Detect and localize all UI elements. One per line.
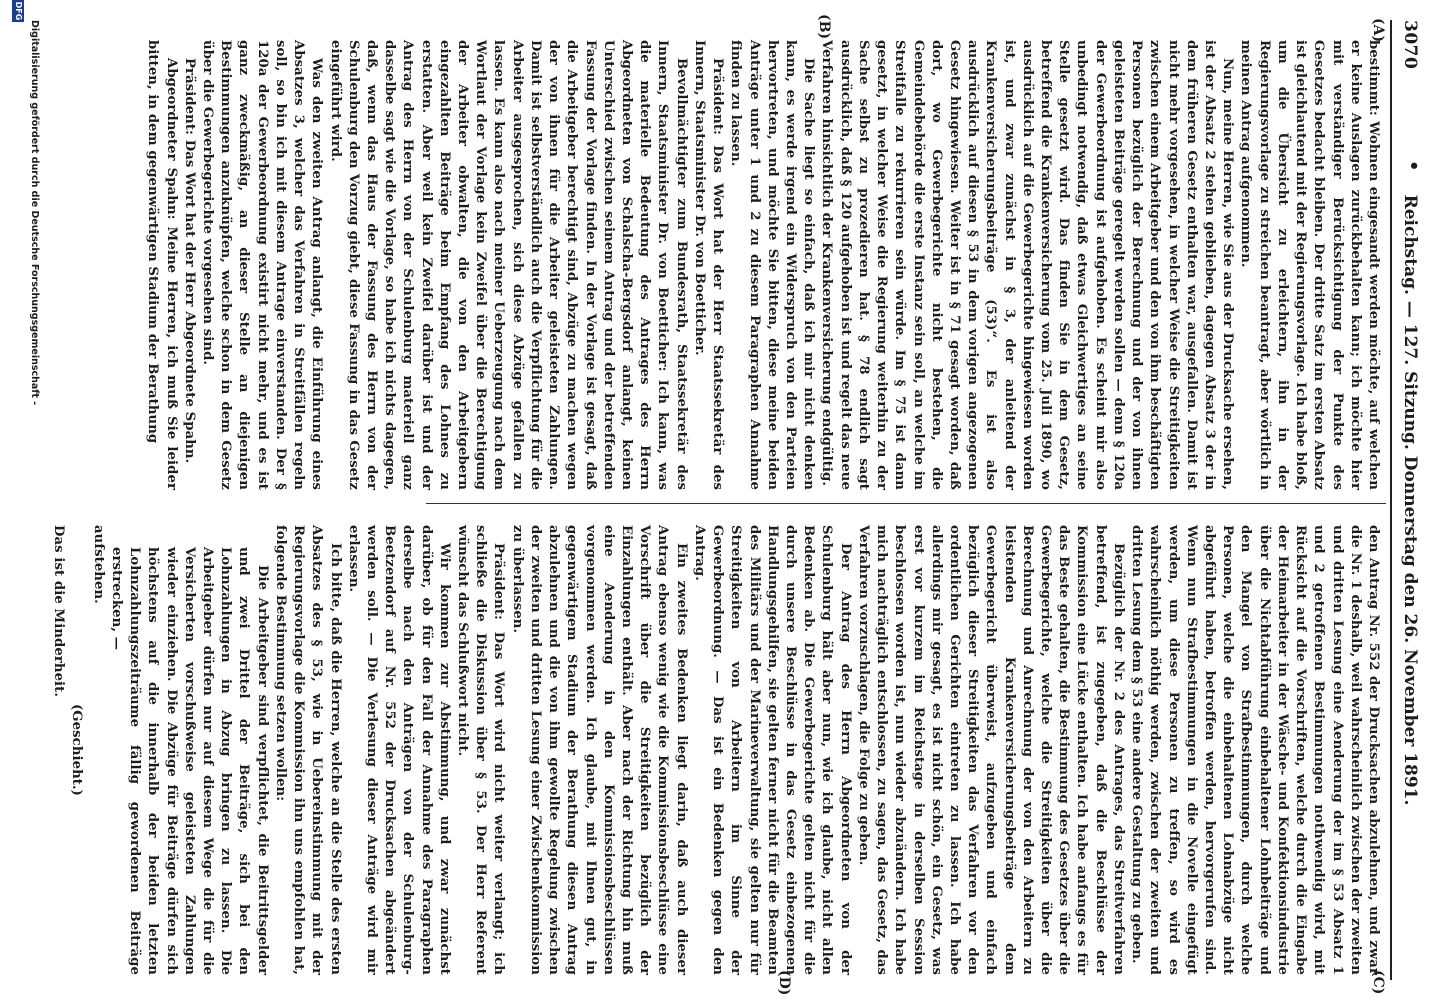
margin-marker-c: (C) [1370,970,1386,995]
paragraph: Ich bitte, daß die Herren, welche an die Stelle des ersten Absatzes des § 53, wie in Uebereinstimmung mit der Regierungsvorlage die Kommission ihn uns empfohlen hat, folgende Bestimmung setzen wollen: [272,525,343,975]
paragraph: (Geschieht.) [69,703,85,797]
paragraph: Die Arbeitgeber sind verpflichtet, die Beitrittsgelder und zwei Drittel der Beiträge, sich bei den Lohnzahlungen in Abzug bringen zu lassen. Die Arbeitgeber dürfen nur auf diesem Wege die für die Versicherten vorschußweise geleisteten Zahlungen wieder einziehen. Die Abzüge für Beiträge dürfen sich höchstens auf die innerhalb der beiden letzten Lohnzahlungszeiträume fällig gewordenen Beiträge erstrecken, — [108,547,270,975]
page-number: 3070 [1400,20,1420,70]
page-header [1394,20,1424,980]
speaker-paragraph: Präsident: Das Wort wird nicht weiter verlangt; ich schließe die Diskussion über § 53. Der Herr Referent wünscht das Schlußwort nicht. [455,525,507,975]
paragraph: Bezüglich der Nr. 2 des Antrages, das Streitverfahren betreffend, ist zugegeben, daß die Beschlüsse der Kommission eine Lücke enthalten. Ich habe anfangs es für das Beste gehalten, die Bestimmung des Gesetzes über die Gewerbegerichte, welche die Streitigkeiten über die Berechnung und Anrechnung der von den Arbeitern zu leistenden Krankenversicherungsbeiträge dem Gewerbegericht überweist, aufzugeben und einfach bezüglich dieser Streitigkeiten das Verfahren vor den ordentlichen Gerichten eintreten zu lassen. Ich habe allerdings mir gesagt, es ist nicht schön, ein Gesetz, was erst vor kurzem im Reichstage in derselben Session beschlossen worden ist, nun wieder abzuändern. Ich habe mich nachträglich entschlossen, zu sagen, das Gesetz, das Verfahren vorzuschlagen, die Folge zu geben. [855,525,1126,975]
paragraph: bestimmt: Wohnen eingesandt werden möchte, auf welchen er keine Auslagen zurückbehalten kann; ich möchte hier mit verständiger Berücksichtigung der Punkte des Gesetzes bedacht bleiben. Der dritte Satz im ersten Absatz ist gleichlautend mit der Regierungsvorlage. Ich habe bloß, um die Übersicht zu erleichtern, ihn in der Regierungsvorlage zu streichen beantragt, aber wörtlich in meinen Antrag aufgenommen. [1238,40,1381,490]
left-column [145,40,1382,490]
speaker-paragraph: Abgeordneter Spahn: Meine Herren, ich muß Sie leider bitten, in dem gegenwärtigen Stadium der Berathung [145,40,179,490]
footer-note: Digitalisierung gefördert durch die Deutsche Forschungsgemeinschaft - [29,20,40,406]
dfg-logo: DFG [14,1,23,21]
speaker-paragraph: Präsident: Das Wort hat der Herr Staatssekretär des Innern, Staatsminister Dr. von Boetticher. [691,40,726,490]
header-rule [1390,20,1392,980]
paragraph: Was den zweiten Antrag anlangt, die Einführung eines Absatzes 3, welcher das Verfahren in Streitfällen regeln soll, so bin ich mit diesem Antrage einverstanden. Der § 120a der Gewerbeordnung existirt nicht mehr, und es ist ganz zweckmäßig, an dieser Stelle an diejenigen Bestimmungen anzuknüpfen, welche schon in dem Gesetz über die Gewerbegerichte vorgesehen sind. [200,40,325,490]
paragraph: Der Antrag des Herrn Abgeordneten von der Schulenburg hält aber nun, wie ich glaube, nicht allen Bedenken ab. Die Gewerbegerichte gelten nicht für die durch unsere Beschlüsse in das Gesetz einbezogenen Handlungsgehilfen, sie gelten ferner nicht für die Beamten des Militärs und der Marineverwaltung, sie gelten nur für Streitigkeiten von Arbeitern im Sinne der Gewerbeordnung. — Das ist ein Bedenken gegen den Antrag. [691,525,853,975]
paragraph: Die Sache liegt so einfach, daß ich mir nicht denken kann, es werde irgend ein Widerspruch von den Parteien hervortreten, und möchte Sie bitten, diese meine beiden Anträge unter 1 und 2 zu diesem Paragraphen Annahme finden zu lassen. [728,40,817,490]
right-column [51,525,1382,975]
margin-marker-d: (D) [776,970,792,996]
paragraph: Das ist die Minderheit. [51,525,67,698]
paragraph: Bevollmächtigter zum Bundesrath, Staatssekretär des Innern, Staatsminister Dr. von Boetticher: Ich kann, was die materielle Bedeutung des Antrages des Herrn Abgeordneten von Schalscha-Bergsdorf anlangt, keinen Unterschied zwischen seinem Antrag und der betreffenden Fassung der Vorlage finden. In der Vorlage ist gesagt, daß die Arbeitgeber berechtigt sind, Abzüge zu machen wegen der von ihnen für die Arbeiter geleisteten Zahlungen. Damit ist selbstverständlich auch die Verpflichtung für die Arbeiter ausgesprochen, sich diese Abzüge gefallen zu lassen. Es kann also nach meiner Ueberzeugung nach dem Wortlaut der Vorlage kein Zweifel über die Berechtigung der Arbeiter obwalten, die von den Arbeitgebern eingezahlten Beiträge beim Empfang des Lohnes zu erstatten. Aber weil kein Zweifel darüber ist und der Antrag des Herrn von der Schulenburg materiell ganz dasselbe sagt wie die Vorlage, so habe ich nichts dagegen, daß, wenn das Haus der Fassung des Herrn von der Schulenburg den Vorzug giebt, diese Fassung in das Gesetz eingeführt wird. [327,40,689,490]
speaker-paragraph: Präsident: Das Wort hat der Herr Abgeordnete Spahn. [181,58,197,464]
margin-marker-a: (A) [1370,18,1386,43]
page-title: Reichstag. — 127. Sitzung. Donnerstag den 26. November 1891. [1400,194,1420,806]
column-divider [426,503,1386,504]
margin-marker-b: (B) [816,14,832,40]
paragraph: den Antrag Nr. 552 der Drucksachen abzulehnen, und zwar die Nr. 1 deshalb, weil wahrscheinlich zwischen der zweiten und dritten Lesung eine Aenderung der im § 53 Absatz 1 und 2 getroffenen Bestimmungen nothwendig wird, mit Rücksicht auf die Vorschriften, welche durch die Eingabe der Heimarbeiter in der Wäsche- und Konfektionsindustrie über die Nichtabführung einbehaltener Lohnbeiträge und den Mangel von Strafbestimmungen, durch welche Personen, welche die einbehaltenen Lohnabzüge nicht abgeführt haben, betroffen werden, hervorgerufen sind. Wenn nun Strafbestimmungen in die Novelle eingefügt werden, um diese Personen zu treffen, so wird es wahrscheinlich nöthig werden, zwischen der zweiten und dritten Lesung dem § 53 eine andere Gestaltung zu geben. [1129,525,1381,975]
paragraph: Ein zweites Bedenken liegt darin, daß auch dieser Antrag ebenso wenig wie die Kommissionsbeschlüsse eine Vorschrift über die Streitigkeiten bezüglich der Einzahlungen enthält. Aber nach der Richtung hin muß eine Aenderung in den Kommissionsbeschlüssen vorgenommen werden. Ich glaube, mit Ihnen gut, in gegenwärtigem Stadium der Berathung diesen Antrag abzulehnen und die von ihm gewollte Regelung zwischen der zweiten und dritten Lesung einer Zwischenkommission zu überlassen. [509,525,689,975]
header-dot: • [1403,160,1424,172]
paragraph: Wir kommen zur Abstimmung, und zwar zunächst darüber, ob für den Fall der Annahme des Paragraphen derselbe nach den Anträgen von der Schulenburg-Beetzendorf auf Nr. 552 der Drucksachen abgeändert werden soll. — Die Verlesung dieser Anträge wird mir erlassen. [345,525,452,975]
paragraph: aufstehen. [90,525,106,604]
paragraph: Nun, meine Herren, wie Sie aus der Drucksache ersehen, ist der Absatz 2 stehen geblieben, dagegen Absatz 3 der in dem früheren Gesetz enthalten war, ausgefallen. Damit ist nicht mehr vorgesehen, in welcher Weise die Streitigkeiten zwischen einem Arbeitgeber und den von ihm beschäftigten Personen bezüglich der Berechnung und der von ihnen geleisteten Beiträge geregelt werden sollen — denn § 120a der Gewerbeordnung ist aufgehoben. Es scheint mir also unbedingt notwendig, daß etwas Gleichwertiges an seine Stelle gesetzt wird. Das finden Sie in dem Gesetz, betreffend die Krankenversicherung vom 25. Juli 1890, wo ausdrücklich auf die Gewerbegerichte hingewiesen worden ist, und zwar zunächst in § 3, der anleitend der Krankenversicherungsbeiträge (53)“. Es ist also ausdrücklich auf diesen § 53 in dem vorigen angezogenen Gesetz hingewiesen. Weiter ist in § 71 gesagt worden, daß dort, wo Gewerbegerichte nicht bestehen, die Gemeindebehörde die erste Instanz sein soll, an welche im Streitfalle zu rekurrieren sein würde. Im § 75 ist dann gesetzt, in welcher Weise die Regierung weiterhin zu der Sache selbst zu prozedieren hat. § 78 endlich sagt ausdrücklich, daß § 120 aufgehoben ist und regelt das neue Verfahren hinsichtlich der Krankenversicherung endgültig. [819,40,1236,490]
